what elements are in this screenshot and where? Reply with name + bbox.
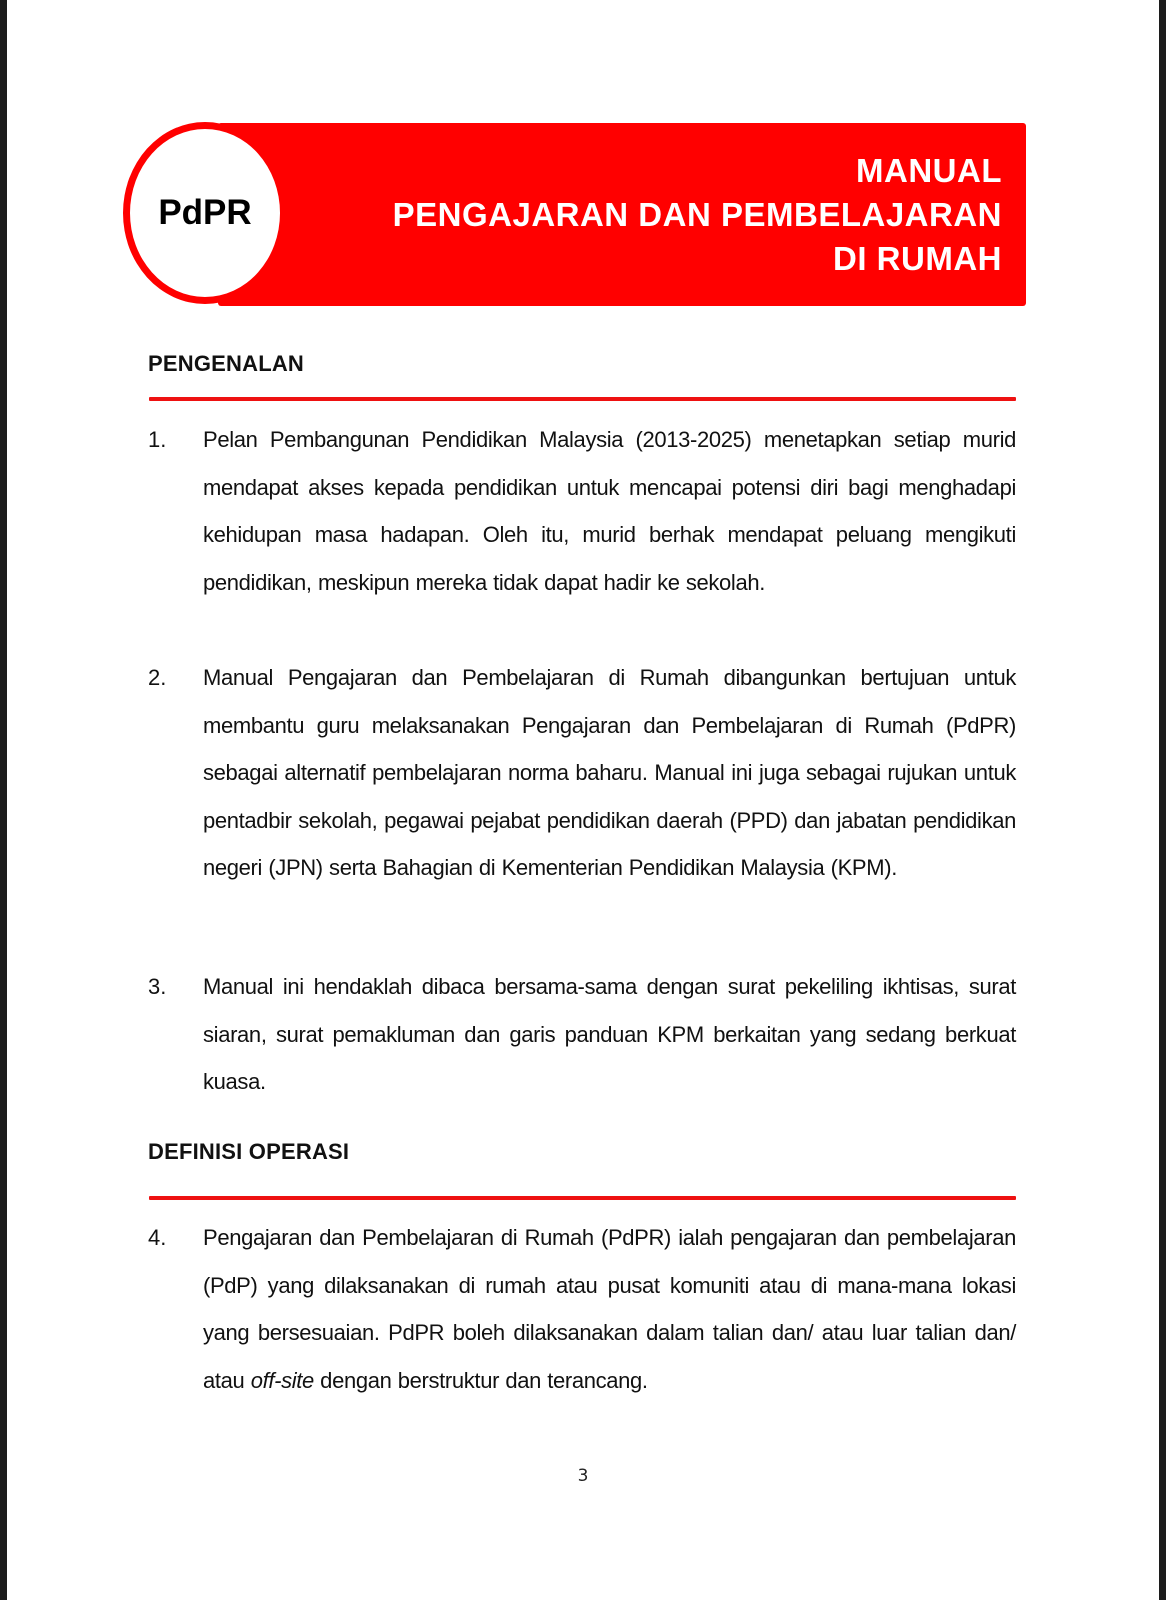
item-text-part: dengan berstruktur dan terancang. xyxy=(313,1367,648,1393)
item-text-part: Pengajaran dan Pembelajaran di Rumah (PdPR) ialah pengajaran dan pembelajaran (PdP) yang dilaksanakan di rumah atau pusat komuniti atau di mana-mana lokasi yang bersesuaian. PdPR boleh dilaksanakan dalam talian dan/ atau luar talian dan/ atau xyxy=(203,1225,1016,1393)
item-text: Manual Pengajaran dan Pembelajaran di Rumah dibangunkan bertujuan untuk membantu guru melaksanakan Pengajaran dan Pembelajaran di Rumah (PdPR) sebagai alternatif pembelajaran norma baharu. Manual ini juga sebagai rujukan untuk pentadbir sekolah, pegawai pejabat pendidikan daerah (PPD) dan jabatan pendidikan negeri (JPN) serta Bahagian di Kementerian Pendidikan Malaysia (KPM). xyxy=(203,665,1016,880)
item-text: Manual ini hendaklah dibaca bersama-sama dengan surat pekeliling ikhtisas, surat siaran, surat pemakluman dan garis panduan KPM berkaitan yang sedang berkuat kuasa. xyxy=(203,974,1016,1094)
section-heading-definisi-operasi: DEFINISI OPERASI xyxy=(148,1139,350,1164)
page-number: 3 xyxy=(577,1466,589,1486)
item-number: 1. xyxy=(148,427,167,452)
header-banner xyxy=(218,123,1026,306)
viewer-right-border xyxy=(1159,0,1166,1600)
document-title xyxy=(393,149,1002,281)
italic-term: off-site xyxy=(250,1367,314,1393)
item-number: 4. xyxy=(148,1225,167,1250)
title-line-3: DI RUMAH xyxy=(833,240,1002,277)
logo-text: PdPR xyxy=(158,193,252,232)
section-divider xyxy=(149,1196,1016,1200)
viewer-left-border xyxy=(0,0,7,1600)
title-line-2: PENGAJARAN DAN PEMBELAJARAN xyxy=(392,196,1002,233)
section-divider xyxy=(149,397,1016,401)
item-text: Pelan Pembangunan Pendidikan Malaysia (2013-2025) menetapkan setiap murid mendapat akses kepada pendidikan untuk mencapai potensi diri bagi menghadapi kehidupan masa hadapan. Oleh itu, murid berhak mendapat peluang mengikuti pendidikan, meskipun mereka tidak dapat hadir ke sekolah. xyxy=(203,427,1016,595)
item-text xyxy=(203,1214,1016,1404)
title-line-1: MANUAL xyxy=(856,152,1002,189)
item-number: 2. xyxy=(148,665,167,690)
pdpr-logo xyxy=(123,122,287,304)
item-number: 3. xyxy=(148,974,167,999)
section-heading-pengenalan: PENGENALAN xyxy=(148,351,305,376)
